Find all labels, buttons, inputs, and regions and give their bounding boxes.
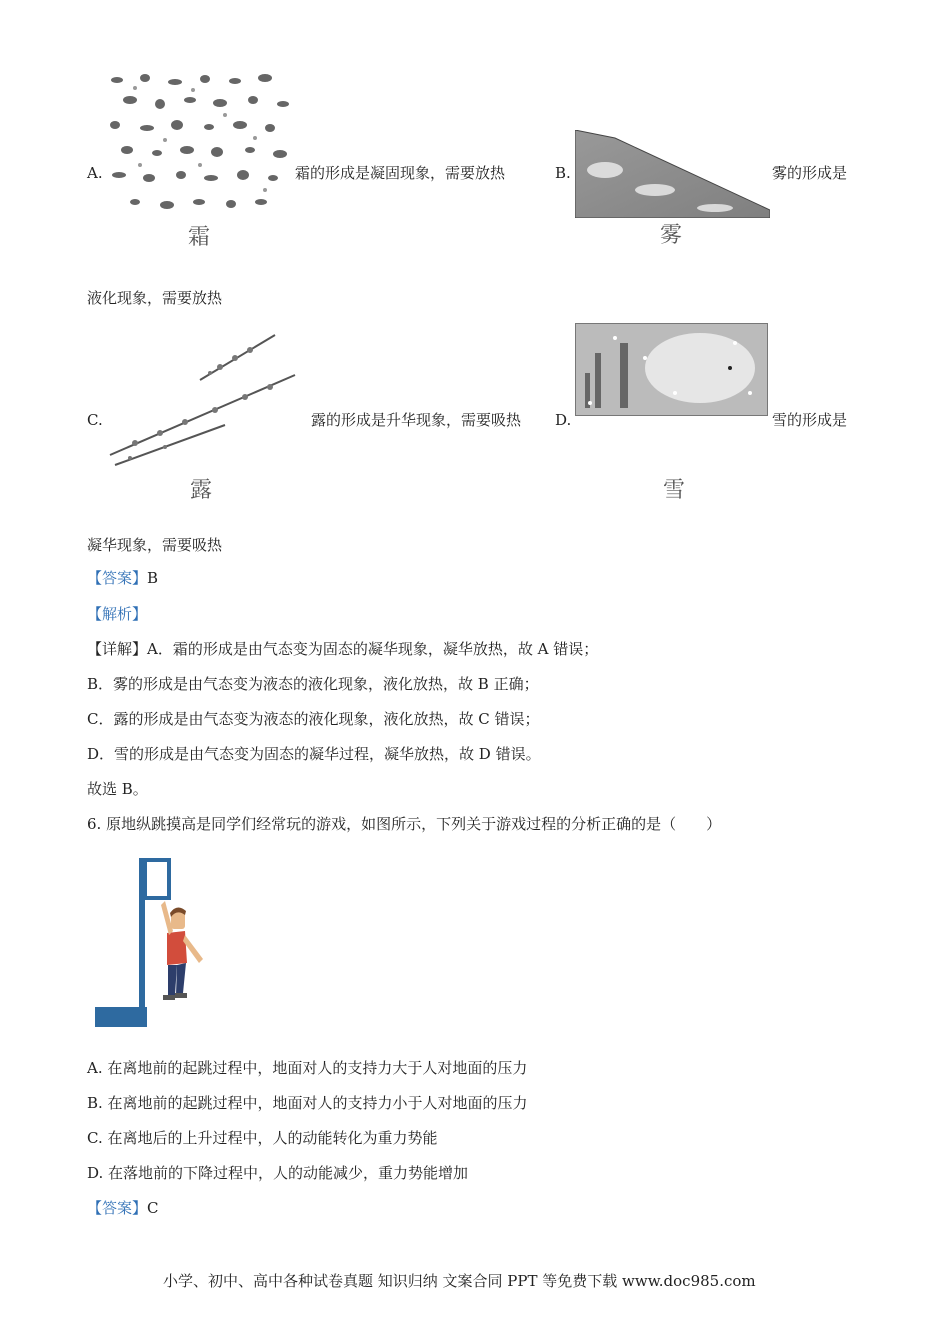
question-6-stem: 6. 原地纵跳摸高是同学们经常玩的游戏，如图所示，下列关于游戏过程的分析正确的是（ ）	[87, 815, 722, 833]
answer-q5	[87, 568, 158, 588]
frost-image	[105, 70, 295, 220]
option-c-letter: C.	[87, 411, 103, 429]
detail-conclusion: 故选 B。	[87, 780, 148, 798]
fog-image	[575, 130, 770, 218]
analysis-label: 【解析】	[87, 605, 148, 623]
detail-line-3: C．露的形成是由气态变为液态的液化现象，液化放热，故 C 错误；	[87, 710, 540, 728]
option-b-continued: 液化现象，需要放热	[87, 289, 223, 307]
q6-option-b: B. 在离地前的起跳过程中，地面对人的支持力小于人对地面的压力	[87, 1094, 528, 1112]
option-c-text: 露的形成是升华现象，需要吸热	[311, 411, 522, 429]
detail-line-4: D．雪的形成是由气态变为固态的凝华过程，凝华放热，故 D 错误。	[87, 745, 541, 763]
option-b-letter: B.	[555, 164, 571, 182]
q6-option-a: A. 在离地前的起跳过程中，地面对人的支持力大于人对地面的压力	[87, 1059, 528, 1077]
option-d-text: 雪的形成是	[772, 411, 848, 429]
detail-label: 【详解】	[87, 640, 148, 658]
detail-line-1: 【详解】A．霜的形成是由气态变为固态的凝华现象，凝华放热，故 A 错误；	[87, 640, 599, 658]
q6-option-c: C. 在离地后的上升过程中，人的动能转化为重力势能	[87, 1129, 438, 1147]
snow-image	[575, 323, 768, 416]
option-a-letter: A.	[87, 164, 103, 182]
jump-reach-figure	[93, 855, 213, 1030]
page-footer: 小学、初中、高中各种试卷真题 知识归纳 文案合同 PPT 等免费下载 www.doc985.com	[163, 1272, 756, 1290]
option-d-letter: D.	[555, 411, 572, 429]
option-d-continued: 凝华现象，需要吸热	[87, 536, 223, 554]
option-b-text: 雾的形成是	[772, 164, 848, 182]
answer-label: 【答案】	[87, 1199, 148, 1217]
q6-option-d: D. 在落地前的下降过程中，人的动能减少，重力势能增加	[87, 1164, 469, 1182]
snow-caption: 雪	[663, 478, 686, 503]
answer-value: C	[147, 1199, 159, 1217]
answer-q6	[87, 1198, 159, 1218]
answer-label: 【答案】	[87, 569, 148, 587]
answer-value: B	[147, 569, 159, 587]
frost-caption: 霜	[188, 225, 211, 250]
dew-image	[105, 325, 300, 470]
fog-caption: 雾	[660, 223, 683, 248]
option-a-text: 霜的形成是凝固现象，需要放热	[295, 164, 506, 182]
dew-caption: 露	[190, 478, 213, 503]
detail-line-2: B．雾的形成是由气态变为液态的液化现象，液化放热，故 B 正确；	[87, 675, 539, 693]
